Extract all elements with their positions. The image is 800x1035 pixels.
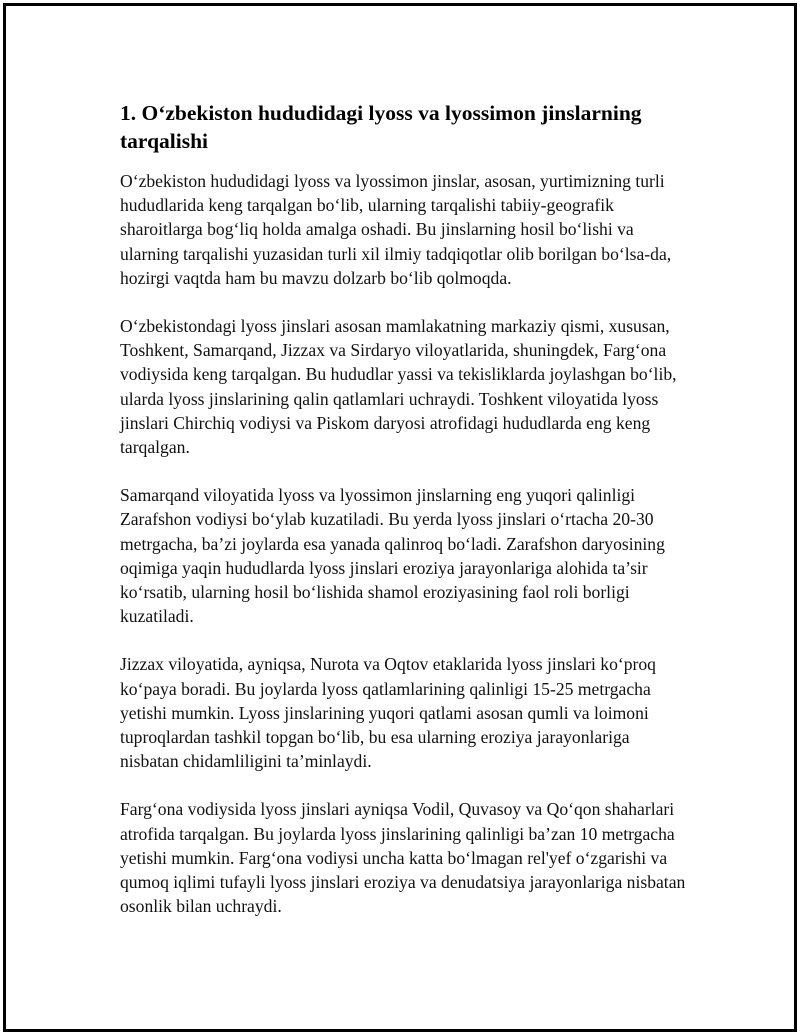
page-frame [3,3,797,1032]
paragraph-1: O‘zbekiston hududidagi lyoss va lyossimon jinslar, asosan, yurtimizning turli hududlarida keng tarqalgan bo‘lib, ularning tarqalishi tabiiy-geografik sharoitlarga bog‘liq holda amalga oshadi. Bu jinslarning hosil bo‘lishi va ularning tarqalishi yuzasidan turli xil ilmiy tadqiqotlar olib borilgan bo‘lsa-da, hozirgi vaqtda ham bu mavzu dolzarb bo‘lib qolmoqda. [120,171,672,288]
section-title: 1. O‘zbekiston hududidagi lyoss va lyossimon jinslarning tarqalishi [120,101,642,153]
document-body [120,99,692,942]
paragraph-4: Jizzax viloyatida, ayniqsa, Nurota va Oqtov etaklarida lyoss jinslari ko‘proq ko‘paya boradi. Bu joylarda lyoss qatlamlarining qalinligi 15-25 metrgacha yetishi mumkin. Lyoss jinslarining yuqori qatlami asosan qumli va loimoni tuproqlardan tashkil topgan bo‘lib, bu esa ularning eroziya jarayonlariga nisbatan chidamliligini ta’minlaydi. [120,654,656,772]
paragraph-5: Farg‘ona vodiysida lyoss jinslari ayniqsa Vodil, Quvasoy va Qo‘qon shaharlari atrofida tarqalgan. Bu joylarda lyoss jinslarining qalinligi ba’zan 10 metrgacha yetishi mumkin. Farg‘ona vodiysi uncha katta bo‘lmagan rel'yef o‘zgarishi va qumoq iqlimi tufayli lyoss jinslari eroziya va denudatsiya jarayonlariga nisbatan osonlik bilan uchraydi. [120,799,686,917]
paragraph-2: O‘zbekistondagi lyoss jinslari asosan mamlakatning markaziy qismi, xususan, Toshkent, Samarqand, Jizzax va Sirdaryo viloyatlarida, shuningdek, Farg‘ona vodiysida keng tarqalgan. Bu hududlar yassi va tekisliklarda joylashgan bo‘lib, ularda lyoss jinslarining qalin qatlamlari uchraydi. Toshkent viloyatida lyoss jinslari Chirchiq vodiysi va Piskom daryosi atrofidagi hududlarda eng keng tarqalgan. [120,316,677,458]
paragraph-3: Samarqand viloyatida lyoss va lyossimon jinslarning eng yuqori qalinligi Zarafshon vodiysi bo‘ylab kuzatiladi. Bu yerda lyoss jinslari o‘rtacha 20-30 metrgacha, ba’zi joylarda esa yanada qalinroq bo‘ladi. Zarafshon daryosining oqimiga yaqin hududlarda lyoss jinslari eroziya jarayonlariga alohida ta’sir ko‘rsatib, ularning hosil bo‘lishida shamol eroziyasining faol roli borligi kuzatiladi. [120,485,665,627]
